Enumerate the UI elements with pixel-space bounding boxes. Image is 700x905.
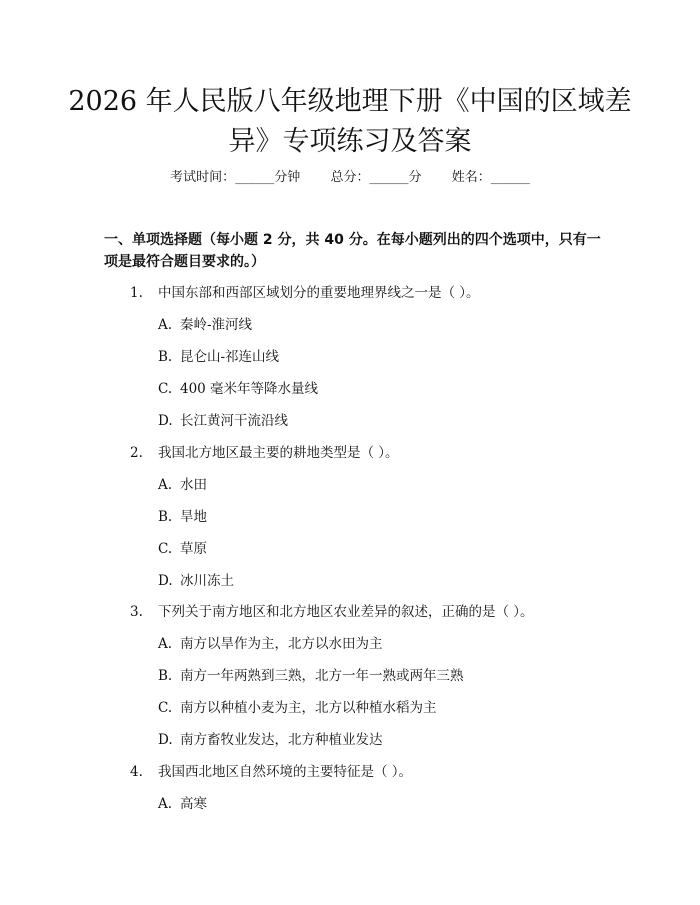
question-number: 4. bbox=[130, 764, 143, 780]
option-letter: A. bbox=[158, 796, 173, 812]
section-heading: 一、单项选择题（每小题 2 分，共 40 分。在每小题列出的四个选项中，只有一项是最符合题目要求的。） bbox=[104, 232, 601, 270]
option-text: 南方以旱作为主，北方以水田为主 bbox=[180, 636, 383, 652]
question-text: 我国北方地区最主要的耕地类型是（ ）。 bbox=[158, 445, 399, 461]
document-title: 2026 年人民版八年级地理下册《中国的区域差异》专项练习及答案 bbox=[68, 86, 632, 157]
option-item bbox=[158, 794, 207, 814]
question-text: 下列关于南方地区和北方地区农业差异的叙述，正确的是（ ）。 bbox=[158, 604, 534, 620]
question-item bbox=[130, 602, 534, 622]
option-letter: C. bbox=[158, 700, 173, 716]
question-text: 我国西北地区自然环境的主要特征是（ ）。 bbox=[158, 764, 413, 780]
score-label: 总分： bbox=[330, 170, 370, 185]
option-letter: C. bbox=[158, 381, 173, 397]
question-number: 1. bbox=[130, 285, 143, 301]
option-text: 草原 bbox=[180, 541, 207, 557]
score-blank: ______ bbox=[369, 170, 409, 185]
option-text: 南方一年两熟到三熟，北方一年一熟或两年三熟 bbox=[180, 668, 464, 684]
option-text: 南方以种植小麦为主，北方以种植水稻为主 bbox=[180, 700, 437, 716]
option-text: 南方畜牧业发达，北方种植业发达 bbox=[180, 732, 383, 748]
time-blank: ______ bbox=[235, 170, 275, 185]
option-text: 长江黄河干流沿线 bbox=[180, 413, 288, 429]
option-item bbox=[158, 315, 252, 335]
option-item bbox=[158, 666, 464, 686]
option-item bbox=[158, 730, 383, 750]
question-item bbox=[130, 762, 412, 782]
option-letter: B. bbox=[158, 509, 173, 525]
question-text: 中国东部和西部区域划分的重要地理界线之一是（ ）。 bbox=[158, 285, 480, 301]
score-unit: 分 bbox=[408, 170, 422, 185]
option-text: 400 毫米年等降水量线 bbox=[180, 381, 319, 397]
option-item bbox=[158, 507, 207, 527]
option-item bbox=[158, 347, 279, 367]
option-text: 水田 bbox=[180, 477, 207, 493]
option-letter: A. bbox=[158, 317, 173, 333]
option-letter: A. bbox=[158, 477, 173, 493]
question-number: 3. bbox=[130, 604, 143, 620]
option-text: 秦岭-淮河线 bbox=[180, 317, 253, 333]
question-number: 2. bbox=[130, 445, 143, 461]
option-letter: D. bbox=[158, 732, 173, 748]
name-blank: ______ bbox=[490, 170, 530, 185]
option-text: 高寒 bbox=[180, 796, 207, 812]
option-text: 冰川冻土 bbox=[180, 573, 234, 589]
option-letter: B. bbox=[158, 668, 173, 684]
option-item bbox=[158, 571, 234, 591]
option-letter: C. bbox=[158, 541, 173, 557]
option-letter: D. bbox=[158, 573, 173, 589]
option-letter: D. bbox=[158, 413, 173, 429]
time-unit: 分钟 bbox=[274, 170, 301, 185]
name-label: 姓名： bbox=[451, 170, 491, 185]
option-item bbox=[158, 379, 318, 399]
option-text: 昆仑山-祁连山线 bbox=[180, 349, 280, 365]
option-item bbox=[158, 539, 207, 559]
question-item bbox=[130, 443, 399, 463]
option-item bbox=[158, 475, 207, 495]
option-letter: A. bbox=[158, 636, 173, 652]
option-item bbox=[158, 411, 288, 431]
exam-info-line bbox=[0, 168, 700, 188]
option-item bbox=[158, 698, 437, 718]
option-text: 旱地 bbox=[180, 509, 207, 525]
option-item bbox=[158, 634, 383, 654]
question-item bbox=[130, 283, 480, 303]
option-letter: B. bbox=[158, 349, 173, 365]
time-label: 考试时间： bbox=[170, 170, 236, 185]
